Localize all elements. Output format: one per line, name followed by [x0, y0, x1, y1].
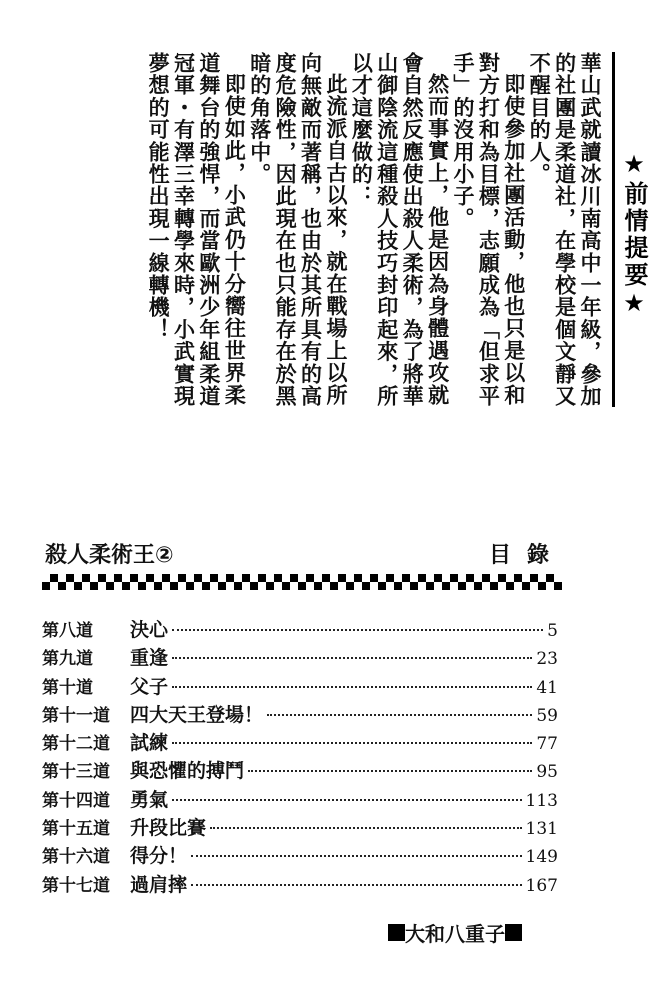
chapter-number: 第十一道	[42, 705, 110, 726]
dot-leader	[172, 742, 532, 744]
chapter-number: 第十六道	[42, 847, 110, 868]
dot-leader	[248, 770, 532, 772]
chapter-title: 升段比賽	[130, 817, 207, 840]
chapter-title: 決心	[130, 619, 169, 641]
dot-leader	[172, 799, 522, 801]
synopsis-paragraph: 即使參加社團活動，他也只是以和對方打和為目標，志願成為「但求平手」的沒用小子。	[450, 52, 526, 408]
chapter-page: 59	[536, 705, 558, 726]
chapter-title: 過肩摔	[130, 873, 188, 896]
toc-entry[interactable]	[42, 643, 558, 671]
author-name: 大和八重子	[405, 922, 505, 946]
chapter-page: 5	[547, 621, 558, 641]
dot-leader	[191, 884, 522, 886]
toc-entry[interactable]	[42, 756, 558, 784]
synopsis-divider	[612, 52, 615, 407]
toc-entry[interactable]	[42, 813, 558, 841]
synopsis-heading: ★前情提要★	[620, 150, 648, 320]
toc-entry[interactable]	[42, 870, 558, 898]
synopsis-section	[60, 52, 648, 432]
chapter-title: 與恐懼的搏鬥	[130, 760, 245, 783]
table-of-contents	[42, 615, 558, 898]
chapter-title: 重逢	[130, 647, 169, 670]
chapter-title: 父子	[130, 675, 169, 698]
dot-leader	[267, 714, 532, 716]
toc-entry[interactable]	[42, 672, 558, 700]
chapter-title: 試練	[130, 732, 169, 755]
chapter-number: 第十三道	[42, 762, 110, 783]
chapter-page: 113	[525, 790, 558, 811]
toc-entry[interactable]	[42, 700, 558, 728]
book-title: 殺人柔術王②	[45, 543, 174, 568]
chapter-title: 得分！	[130, 845, 188, 868]
author-credit	[388, 918, 522, 947]
chapter-number: 第十五道	[42, 819, 110, 840]
chapter-number: 第十七道	[42, 875, 110, 896]
chapter-number: 第十二道	[42, 734, 110, 755]
synopsis-paragraph: 即使如此，小武仍十分嚮往世界柔道舞台的強悍，而當歐洲少年組柔道冠軍・有澤三幸轉學來時，小武實現夢想的可能性出現一線轉機！	[146, 52, 247, 408]
synopsis-paragraph: 然而事實上，他是因為身體遇攻就會自然反應使出殺人柔術，為了將華山御陰流這種殺人技巧封印起來，所以才這麼做的：	[349, 52, 450, 408]
dot-leader	[191, 855, 522, 857]
synopsis-paragraph: 此流派自古以來，就在戰場上以所向無敵而著稱，也由於其所具有的高度危險性，因此現在也只能存在於黑暗的角落中。	[247, 52, 348, 408]
chapter-number: 第九道	[42, 649, 93, 670]
dot-leader	[172, 629, 543, 631]
checkered-divider	[42, 574, 562, 590]
toc-entry[interactable]	[42, 615, 558, 643]
contents-label: 目錄	[489, 543, 566, 568]
toc-entry[interactable]	[42, 785, 558, 813]
chapter-page: 41	[536, 677, 558, 698]
synopsis-paragraph: 華山武就讀冰川南高中一年級，參加的社團是柔道社，在學校是個文靜又不醒目的人。	[527, 52, 602, 408]
dot-leader	[172, 686, 532, 688]
dot-leader	[172, 657, 532, 659]
toc-entry[interactable]	[42, 728, 558, 756]
square-icon	[505, 924, 522, 941]
chapter-number: 第十四道	[42, 790, 110, 811]
chapter-page: 95	[536, 762, 558, 783]
toc-entry[interactable]	[42, 841, 558, 869]
square-icon	[388, 924, 405, 941]
synopsis-body	[122, 52, 602, 412]
chapter-page: 149	[525, 847, 558, 868]
chapter-title: 四大天王登場！	[130, 703, 264, 726]
chapter-page: 131	[525, 819, 558, 840]
chapter-page: 167	[525, 875, 558, 896]
chapter-number: 第八道	[42, 621, 93, 641]
chapter-page: 77	[536, 734, 558, 755]
chapter-title: 勇氣	[130, 788, 169, 811]
chapter-number: 第十道	[42, 677, 93, 698]
dot-leader	[210, 827, 522, 829]
chapter-page: 23	[536, 649, 558, 670]
